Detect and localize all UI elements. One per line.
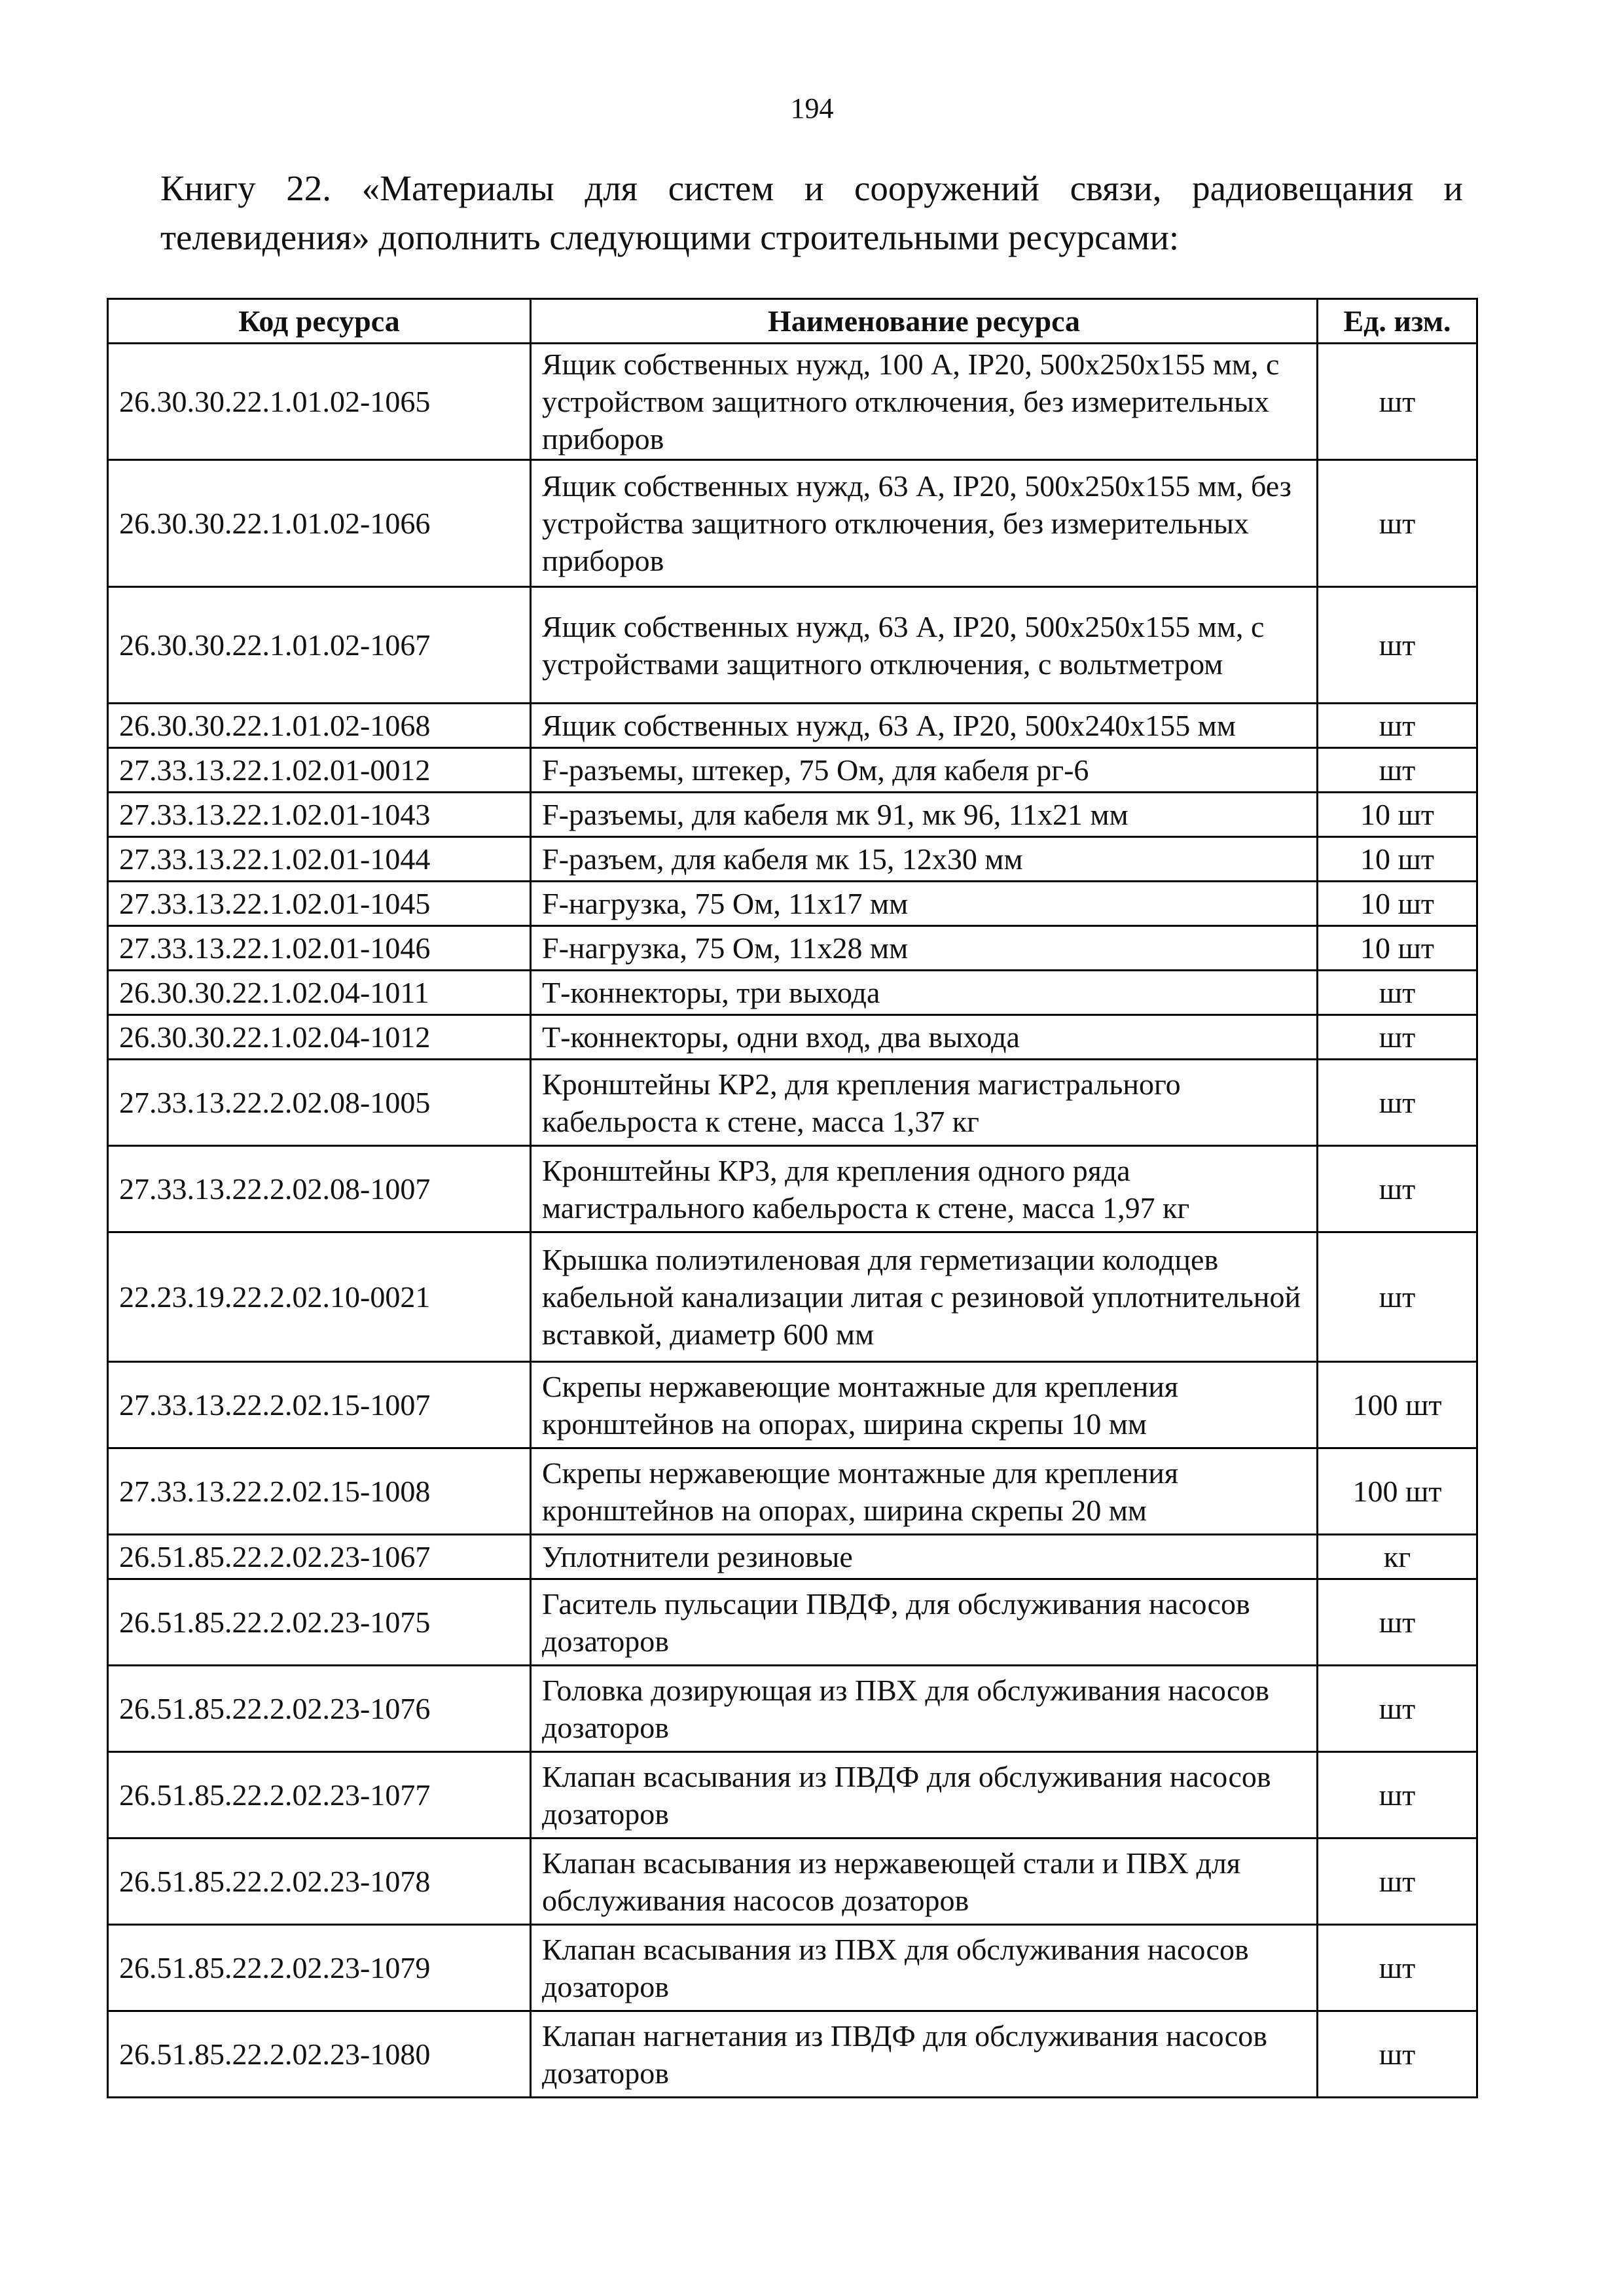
resource-unit: шт [1318, 704, 1477, 748]
resource-code: 26.30.30.22.1.01.02-1065 [108, 344, 531, 460]
resource-code: 22.23.19.22.2.02.10-0021 [108, 1232, 531, 1362]
resource-code: 26.30.30.22.1.01.02-1066 [108, 460, 531, 587]
table-row [108, 1448, 1477, 1535]
resource-code: 27.33.13.22.1.02.01-1045 [108, 882, 531, 926]
resource-name: F-разъем, для кабеля мк 15, 12х30 мм [531, 837, 1318, 882]
resource-code: 26.51.85.22.2.02.23-1076 [108, 1666, 531, 1752]
resource-code: 27.33.13.22.1.02.01-1044 [108, 837, 531, 882]
resource-code: 27.33.13.22.2.02.08-1005 [108, 1060, 531, 1146]
resource-code: 26.51.85.22.2.02.23-1067 [108, 1535, 531, 1579]
resource-unit: шт [1318, 1015, 1477, 1060]
resource-unit: шт [1318, 1752, 1477, 1839]
resource-name: Уплотнители резиновые [531, 1535, 1318, 1579]
resource-code: 26.51.85.22.2.02.23-1075 [108, 1579, 531, 1666]
resource-code: 26.51.85.22.2.02.23-1080 [108, 2011, 531, 2098]
table-row [108, 1666, 1477, 1752]
intro-paragraph: Книгу 22. «Материалы для систем и сооружений связи, радиовещания и телевидения» дополнить следующими строительными ресурсами: [160, 168, 1463, 257]
resource-unit: шт [1318, 748, 1477, 793]
table-row [108, 1146, 1477, 1232]
resource-name: Ящик собственных нужд, 63 А, IP20, 500х250х155 мм, без устройства защитного отключения, без измерительных приборов [531, 460, 1318, 587]
resource-name: Клапан всасывания из нержавеющей стали и ПВХ для обслуживания насосов дозаторов [531, 1839, 1318, 1925]
resource-code: 26.30.30.22.1.01.02-1067 [108, 587, 531, 704]
resource-unit: шт [1318, 1666, 1477, 1752]
resource-code: 27.33.13.22.2.02.15-1008 [108, 1448, 531, 1535]
resource-code: 26.30.30.22.1.02.04-1011 [108, 971, 531, 1015]
resource-unit: шт [1318, 460, 1477, 587]
header-unit: Ед. изм. [1318, 299, 1477, 344]
resource-unit: шт [1318, 1839, 1477, 1925]
resource-name: F-нагрузка, 75 Ом, 11х28 мм [531, 926, 1318, 971]
resource-unit: шт [1318, 971, 1477, 1015]
resource-unit: 100 шт [1318, 1362, 1477, 1448]
table-row [108, 2011, 1477, 2098]
resource-code: 27.33.13.22.2.02.08-1007 [108, 1146, 531, 1232]
table-row [108, 1015, 1477, 1060]
table-row [108, 344, 1477, 460]
resource-unit: шт [1318, 344, 1477, 460]
table-header-row [108, 299, 1477, 344]
resource-code: 26.51.85.22.2.02.23-1077 [108, 1752, 531, 1839]
resource-unit: шт [1318, 1060, 1477, 1146]
resource-name: Т-коннекторы, три выхода [531, 971, 1318, 1015]
resource-name: Гаситель пульсации ПВДФ, для обслуживания насосов дозаторов [531, 1579, 1318, 1666]
resource-code: 26.30.30.22.1.01.02-1068 [108, 704, 531, 748]
table-row [108, 1579, 1477, 1666]
table-row [108, 837, 1477, 882]
resource-unit: шт [1318, 1925, 1477, 2011]
resource-unit: 10 шт [1318, 926, 1477, 971]
resource-name: Головка дозирующая из ПВХ для обслуживания насосов дозаторов [531, 1666, 1318, 1752]
resource-name: Клапан всасывания из ПВДФ для обслуживания насосов дозаторов [531, 1752, 1318, 1839]
table-row [108, 1060, 1477, 1146]
table-row [108, 971, 1477, 1015]
resource-name: F-разъемы, для кабеля мк 91, мк 96, 11х21 мм [531, 793, 1318, 837]
resource-name: Кронштейны КР2, для крепления магистрального кабельроста к стене, масса 1,37 кг [531, 1060, 1318, 1146]
table-row [108, 704, 1477, 748]
table-row [108, 926, 1477, 971]
resource-name: Клапан нагнетания из ПВДФ для обслуживания насосов дозаторов [531, 2011, 1318, 2098]
resource-unit: шт [1318, 587, 1477, 704]
page-number: 194 [790, 92, 834, 124]
table-row [108, 460, 1477, 587]
resource-unit: 10 шт [1318, 793, 1477, 837]
resource-unit: кг [1318, 1535, 1477, 1579]
resource-code: 26.51.85.22.2.02.23-1079 [108, 1925, 531, 2011]
header-code: Код ресурса [108, 299, 531, 344]
resource-unit: шт [1318, 2011, 1477, 2098]
resources-table [107, 298, 1478, 2098]
resource-name: F-разъемы, штекер, 75 Ом, для кабеля рг-6 [531, 748, 1318, 793]
resource-name: Ящик собственных нужд, 63 А, IP20, 500х250х155 мм, с устройствами защитного отключения, с вольтметром [531, 587, 1318, 704]
resource-code: 26.51.85.22.2.02.23-1078 [108, 1839, 531, 1925]
resource-name: Кронштейны КР3, для крепления одного ряда магистрального кабельроста к стене, масса 1,97 кг [531, 1146, 1318, 1232]
resource-unit: шт [1318, 1146, 1477, 1232]
resource-code: 27.33.13.22.1.02.01-1046 [108, 926, 531, 971]
table-row [108, 1839, 1477, 1925]
resource-unit: шт [1318, 1232, 1477, 1362]
resource-name: Ящик собственных нужд, 100 А, IP20, 500х250х155 мм, с устройством защитного отключения, без измерительных приборов [531, 344, 1318, 460]
table-row [108, 1925, 1477, 2011]
resource-name: F-нагрузка, 75 Ом, 11х17 мм [531, 882, 1318, 926]
header-name: Наименование ресурса [531, 299, 1318, 344]
table-row [108, 1232, 1477, 1362]
table-row [108, 882, 1477, 926]
table-row [108, 1535, 1477, 1579]
resource-unit: 10 шт [1318, 882, 1477, 926]
resource-name: Клапан всасывания из ПВХ для обслуживания насосов дозаторов [531, 1925, 1318, 2011]
table-row [108, 793, 1477, 837]
table-row [108, 1752, 1477, 1839]
resource-name: Крышка полиэтиленовая для герметизации колодцев кабельной канализации литая с резиновой уплотнительной вставкой, диаметр 600 мм [531, 1232, 1318, 1362]
table-row [108, 587, 1477, 704]
table-row [108, 1362, 1477, 1448]
resource-unit: 100 шт [1318, 1448, 1477, 1535]
table-row [108, 748, 1477, 793]
resource-name: Т-коннекторы, одни вход, два выхода [531, 1015, 1318, 1060]
resource-code: 27.33.13.22.1.02.01-1043 [108, 793, 531, 837]
resource-code: 27.33.13.22.2.02.15-1007 [108, 1362, 531, 1448]
resource-name: Скрепы нержавеющие монтажные для крепления кронштейнов на опорах, ширина скрепы 10 мм [531, 1362, 1318, 1448]
resource-name: Ящик собственных нужд, 63 А, IP20, 500х240х155 мм [531, 704, 1318, 748]
resource-unit: шт [1318, 1579, 1477, 1666]
resource-name: Скрепы нержавеющие монтажные для крепления кронштейнов на опорах, ширина скрепы 20 мм [531, 1448, 1318, 1535]
resource-code: 26.30.30.22.1.02.04-1012 [108, 1015, 531, 1060]
resource-unit: 10 шт [1318, 837, 1477, 882]
resource-code: 27.33.13.22.1.02.01-0012 [108, 748, 531, 793]
